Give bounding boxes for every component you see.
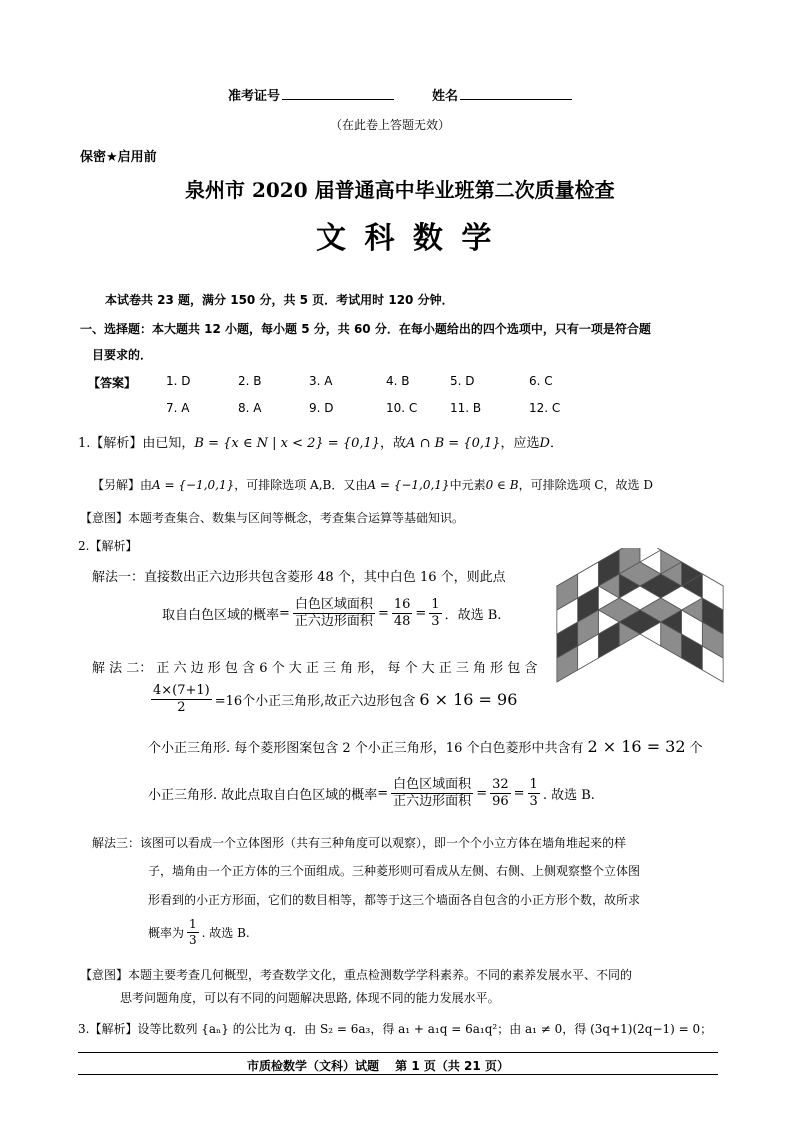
footer-text: 市质检数学（文科）试题 第 1 页（共 21 页） (247, 1059, 509, 1073)
exam-title: 泉州市 2020 届普通高中毕业班第二次质量检查 (185, 178, 615, 202)
answer-item: 4. B (386, 374, 410, 388)
intro-text: 本试卷共 23 题，满分 150 分，共 5 页．考试用时 120 分钟． (105, 293, 454, 307)
q2-intent-2: 思考问题角度，可以有不同的问题解决思路, 体现不同的能力发展水平。 (120, 991, 500, 1005)
hexagon-rhombus-figure (556, 548, 724, 720)
answer-item: 3. A (309, 374, 333, 388)
subject-title: 文 科 数 学 (316, 221, 496, 256)
section1-heading: 一、选择题：本大题共 12 小题，每小题 5 分，共 60 分．在每小题给出的四个选项中，只有一项是符合题 (80, 322, 651, 336)
q3-analysis: 3.【解析】设等比数列 {aₙ} 的公比为 q．由 S₂ = 6a₃，得 a₁ + a₁q = 6a₁q²；由 a₁ ≠ 0，得 (3q+1)(2q−1) = 0； (78, 1022, 713, 1036)
footer-rule-bottom (78, 1074, 718, 1075)
q2-method2-formula: $\frac{4\times(7+1)}{2}$ =16个小正三角形,故正六边形包含 6 × 16 = 96 (153, 683, 518, 716)
q2-method2-line3: 个小正三角形. 每个菱形图案包含 2 个小正三角形，16 个白色菱形中共含有 2 × 16 = 32 个 (148, 737, 703, 756)
secret-mark: 保密★启用前 (80, 150, 157, 165)
q2-intent: 【意图】本题主要考查几何概型，考查数学文化，重点检测数学学科素养。不同的素养发展水平、不同的 (80, 968, 633, 982)
answer-item: 1. D (166, 374, 191, 388)
q1-alt-solution: 【另解】由A = {−1,0,1}，可排除选项 A,B．又由A = {−1,0,1}中元素0 ∈ B，可排除选项 C，故选 D (92, 478, 653, 492)
q2-method2-formula2: 小正三角形. 故此点取自白色区域的概率 = $\frac{\text{白色区域面积}}{\text{正六边形面积}}$ = $\frac{32}{96}$ = $\frac{1}{3}$ . 故选 B. (148, 777, 595, 810)
q2-method3-line3: 形看到的小正方形面，它们的数目相等，都等于这三个墙面各自包含的小正方形个数，故所求 (148, 893, 641, 907)
notice: （在此卷上答题无效） (330, 118, 451, 132)
q2-method1: 解法一：直接数出正六边形共包含菱形 48 个，其中白色 16 个，则此点 (92, 570, 506, 585)
section1-heading-2: 目要求的． (92, 348, 153, 362)
q1-intent: 【意图】本题考查集合、数集与区间等概念，考查集合运算等基础知识。 (80, 511, 465, 525)
name-label: 姓名 (432, 85, 572, 104)
answer-item: 11. B (450, 401, 482, 415)
answer-item: 10. C (386, 401, 418, 415)
q2-method3-line4: 概率为 $\frac{1}{3}$ . 故选 B. (148, 917, 250, 948)
answer-label: 【答案】 (88, 376, 137, 390)
answer-item: 7. A (166, 401, 190, 415)
exam-id-label: 准考证号 (228, 85, 394, 104)
answer-item: 8. A (238, 401, 262, 415)
footer-rule (78, 1052, 718, 1053)
answer-item: 5. D (450, 374, 475, 388)
q2-method1-formula: 取自白色区域的概率 = $\frac{\text{白色区域面积}}{\text{正六边形面积}}$ = $\frac{16}{48}$ = $\frac{1}{3}$ ．故选 B. (162, 597, 502, 630)
q2-method2: 解 法 二： 正 六 边 形 包 含 6 个 大 正 三 角 形， 每 个 大 正 三 角 形 包 含 (92, 661, 538, 676)
q1-analysis: 1.【解析】由已知，B = {x ∈ N | x < 2} = {0,1}，故A ∩ B = {0,1}，应选D． (78, 436, 563, 451)
answer-item: 12. C (529, 401, 561, 415)
answer-item: 2. B (238, 374, 262, 388)
q2-method3-line1: 解法三：该图可以看成一个立体图形（共有三种角度可以观察），即一个个小立方体在墙角堆起来的样 (92, 836, 627, 850)
answer-item: 9. D (309, 401, 334, 415)
q2-analysis: 2.【解析】 (78, 539, 138, 553)
q2-method3-line2: 子，墙角由一个正方体的三个面组成。三种菱形则可看成从左侧、右侧、上侧观察整个立体图 (148, 864, 641, 878)
answer-item: 6. C (529, 374, 553, 388)
